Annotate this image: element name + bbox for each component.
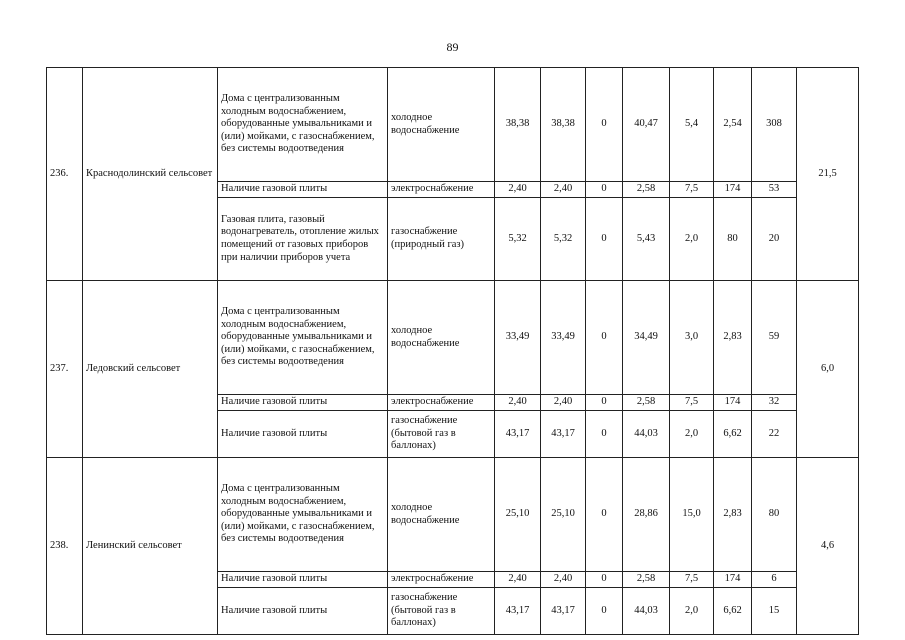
value-cell-4: 2,58 xyxy=(623,572,670,588)
service-cell: газоснабжение (природный газ) xyxy=(388,198,495,281)
service-cell: холодное водоснабжение xyxy=(388,68,495,182)
description-cell: Наличие газовой плиты xyxy=(218,395,388,411)
table-row xyxy=(47,68,859,182)
row-number: 237. xyxy=(47,281,83,458)
value-cell-5: 5,4 xyxy=(670,68,714,182)
value-cell-7: 59 xyxy=(752,281,797,395)
value-cell-3: 0 xyxy=(586,395,623,411)
value-cell-3: 0 xyxy=(586,411,623,458)
value-cell-6: 174 xyxy=(714,395,752,411)
value-cell-1: 5,32 xyxy=(495,198,541,281)
value-cell-7: 15 xyxy=(752,588,797,635)
value-cell-6: 2,83 xyxy=(714,281,752,395)
service-cell: газоснабжение (бытовой газ в баллонах) xyxy=(388,411,495,458)
value-cell-5: 7,5 xyxy=(670,182,714,198)
description-cell: Наличие газовой плиты xyxy=(218,182,388,198)
description-cell: Наличие газовой плиты xyxy=(218,588,388,635)
group-total-value: 4,6 xyxy=(797,458,859,635)
page-number: 89 xyxy=(446,40,459,54)
settlement-name: Ленинский сельсовет xyxy=(83,458,218,635)
settlement-name: Ледовский сельсовет xyxy=(83,281,218,458)
settlement-name: Краснодолинский сельсовет xyxy=(83,68,218,281)
value-cell-3: 0 xyxy=(586,458,623,572)
value-cell-4: 2,58 xyxy=(623,395,670,411)
row-number: 236. xyxy=(47,68,83,281)
value-cell-1: 38,38 xyxy=(495,68,541,182)
value-cell-1: 2,40 xyxy=(495,395,541,411)
description-cell: Газовая плита, газовый водонагреватель, отопление жилых помещений от газовых приборов при наличии приборов учета xyxy=(218,198,388,281)
group-total-value: 21,5 xyxy=(797,68,859,281)
value-cell-1: 2,40 xyxy=(495,182,541,198)
value-cell-2: 43,17 xyxy=(541,411,586,458)
service-cell: холодное водоснабжение xyxy=(388,458,495,572)
value-cell-2: 33,49 xyxy=(541,281,586,395)
value-cell-1: 43,17 xyxy=(495,588,541,635)
value-cell-4: 44,03 xyxy=(623,588,670,635)
value-cell-4: 5,43 xyxy=(623,198,670,281)
description-cell: Дома с централизованным холодным водоснабжением, оборудованные умывальниками и (или) мойками, с газоснабжением, без системы водоотведения xyxy=(218,68,388,182)
table-row xyxy=(47,458,859,572)
service-cell: электроснабжение xyxy=(388,182,495,198)
service-cell: электроснабжение xyxy=(388,572,495,588)
value-cell-3: 0 xyxy=(586,68,623,182)
value-cell-5: 2,0 xyxy=(670,198,714,281)
description-cell: Дома с централизованным холодным водоснабжением, оборудованные умывальниками и (или) мойками, с газоснабжением, без системы водоотведения xyxy=(218,281,388,395)
value-cell-2: 2,40 xyxy=(541,572,586,588)
service-cell: электроснабжение xyxy=(388,395,495,411)
value-cell-7: 32 xyxy=(752,395,797,411)
value-cell-2: 5,32 xyxy=(541,198,586,281)
value-cell-3: 0 xyxy=(586,182,623,198)
value-cell-4: 2,58 xyxy=(623,182,670,198)
value-cell-2: 2,40 xyxy=(541,395,586,411)
service-cell: газоснабжение (бытовой газ в баллонах) xyxy=(388,588,495,635)
value-cell-1: 25,10 xyxy=(495,458,541,572)
value-cell-1: 33,49 xyxy=(495,281,541,395)
value-cell-6: 80 xyxy=(714,198,752,281)
value-cell-4: 40,47 xyxy=(623,68,670,182)
tariff-table xyxy=(46,67,859,635)
value-cell-6: 6,62 xyxy=(714,411,752,458)
row-number: 238. xyxy=(47,458,83,635)
value-cell-2: 2,40 xyxy=(541,182,586,198)
value-cell-5: 7,5 xyxy=(670,572,714,588)
value-cell-6: 2,83 xyxy=(714,458,752,572)
value-cell-7: 22 xyxy=(752,411,797,458)
value-cell-6: 2,54 xyxy=(714,68,752,182)
value-cell-7: 20 xyxy=(752,198,797,281)
value-cell-2: 43,17 xyxy=(541,588,586,635)
value-cell-3: 0 xyxy=(586,588,623,635)
value-cell-5: 15,0 xyxy=(670,458,714,572)
table-row xyxy=(47,281,859,395)
value-cell-6: 6,62 xyxy=(714,588,752,635)
value-cell-4: 44,03 xyxy=(623,411,670,458)
value-cell-3: 0 xyxy=(586,281,623,395)
value-cell-5: 7,5 xyxy=(670,395,714,411)
value-cell-7: 308 xyxy=(752,68,797,182)
value-cell-4: 28,86 xyxy=(623,458,670,572)
value-cell-3: 0 xyxy=(586,198,623,281)
value-cell-1: 2,40 xyxy=(495,572,541,588)
service-cell: холодное водоснабжение xyxy=(388,281,495,395)
group-total-value: 6,0 xyxy=(797,281,859,458)
description-cell: Дома с централизованным холодным водоснабжением, оборудованные умывальниками и (или) мойками, с газоснабжением, без системы водоотведения xyxy=(218,458,388,572)
value-cell-6: 174 xyxy=(714,572,752,588)
value-cell-2: 38,38 xyxy=(541,68,586,182)
value-cell-5: 2,0 xyxy=(670,411,714,458)
value-cell-7: 53 xyxy=(752,182,797,198)
description-cell: Наличие газовой плиты xyxy=(218,572,388,588)
value-cell-3: 0 xyxy=(586,572,623,588)
value-cell-7: 6 xyxy=(752,572,797,588)
description-cell: Наличие газовой плиты xyxy=(218,411,388,458)
value-cell-7: 80 xyxy=(752,458,797,572)
value-cell-1: 43,17 xyxy=(495,411,541,458)
value-cell-4: 34,49 xyxy=(623,281,670,395)
value-cell-6: 174 xyxy=(714,182,752,198)
value-cell-5: 3,0 xyxy=(670,281,714,395)
value-cell-2: 25,10 xyxy=(541,458,586,572)
value-cell-5: 2,0 xyxy=(670,588,714,635)
